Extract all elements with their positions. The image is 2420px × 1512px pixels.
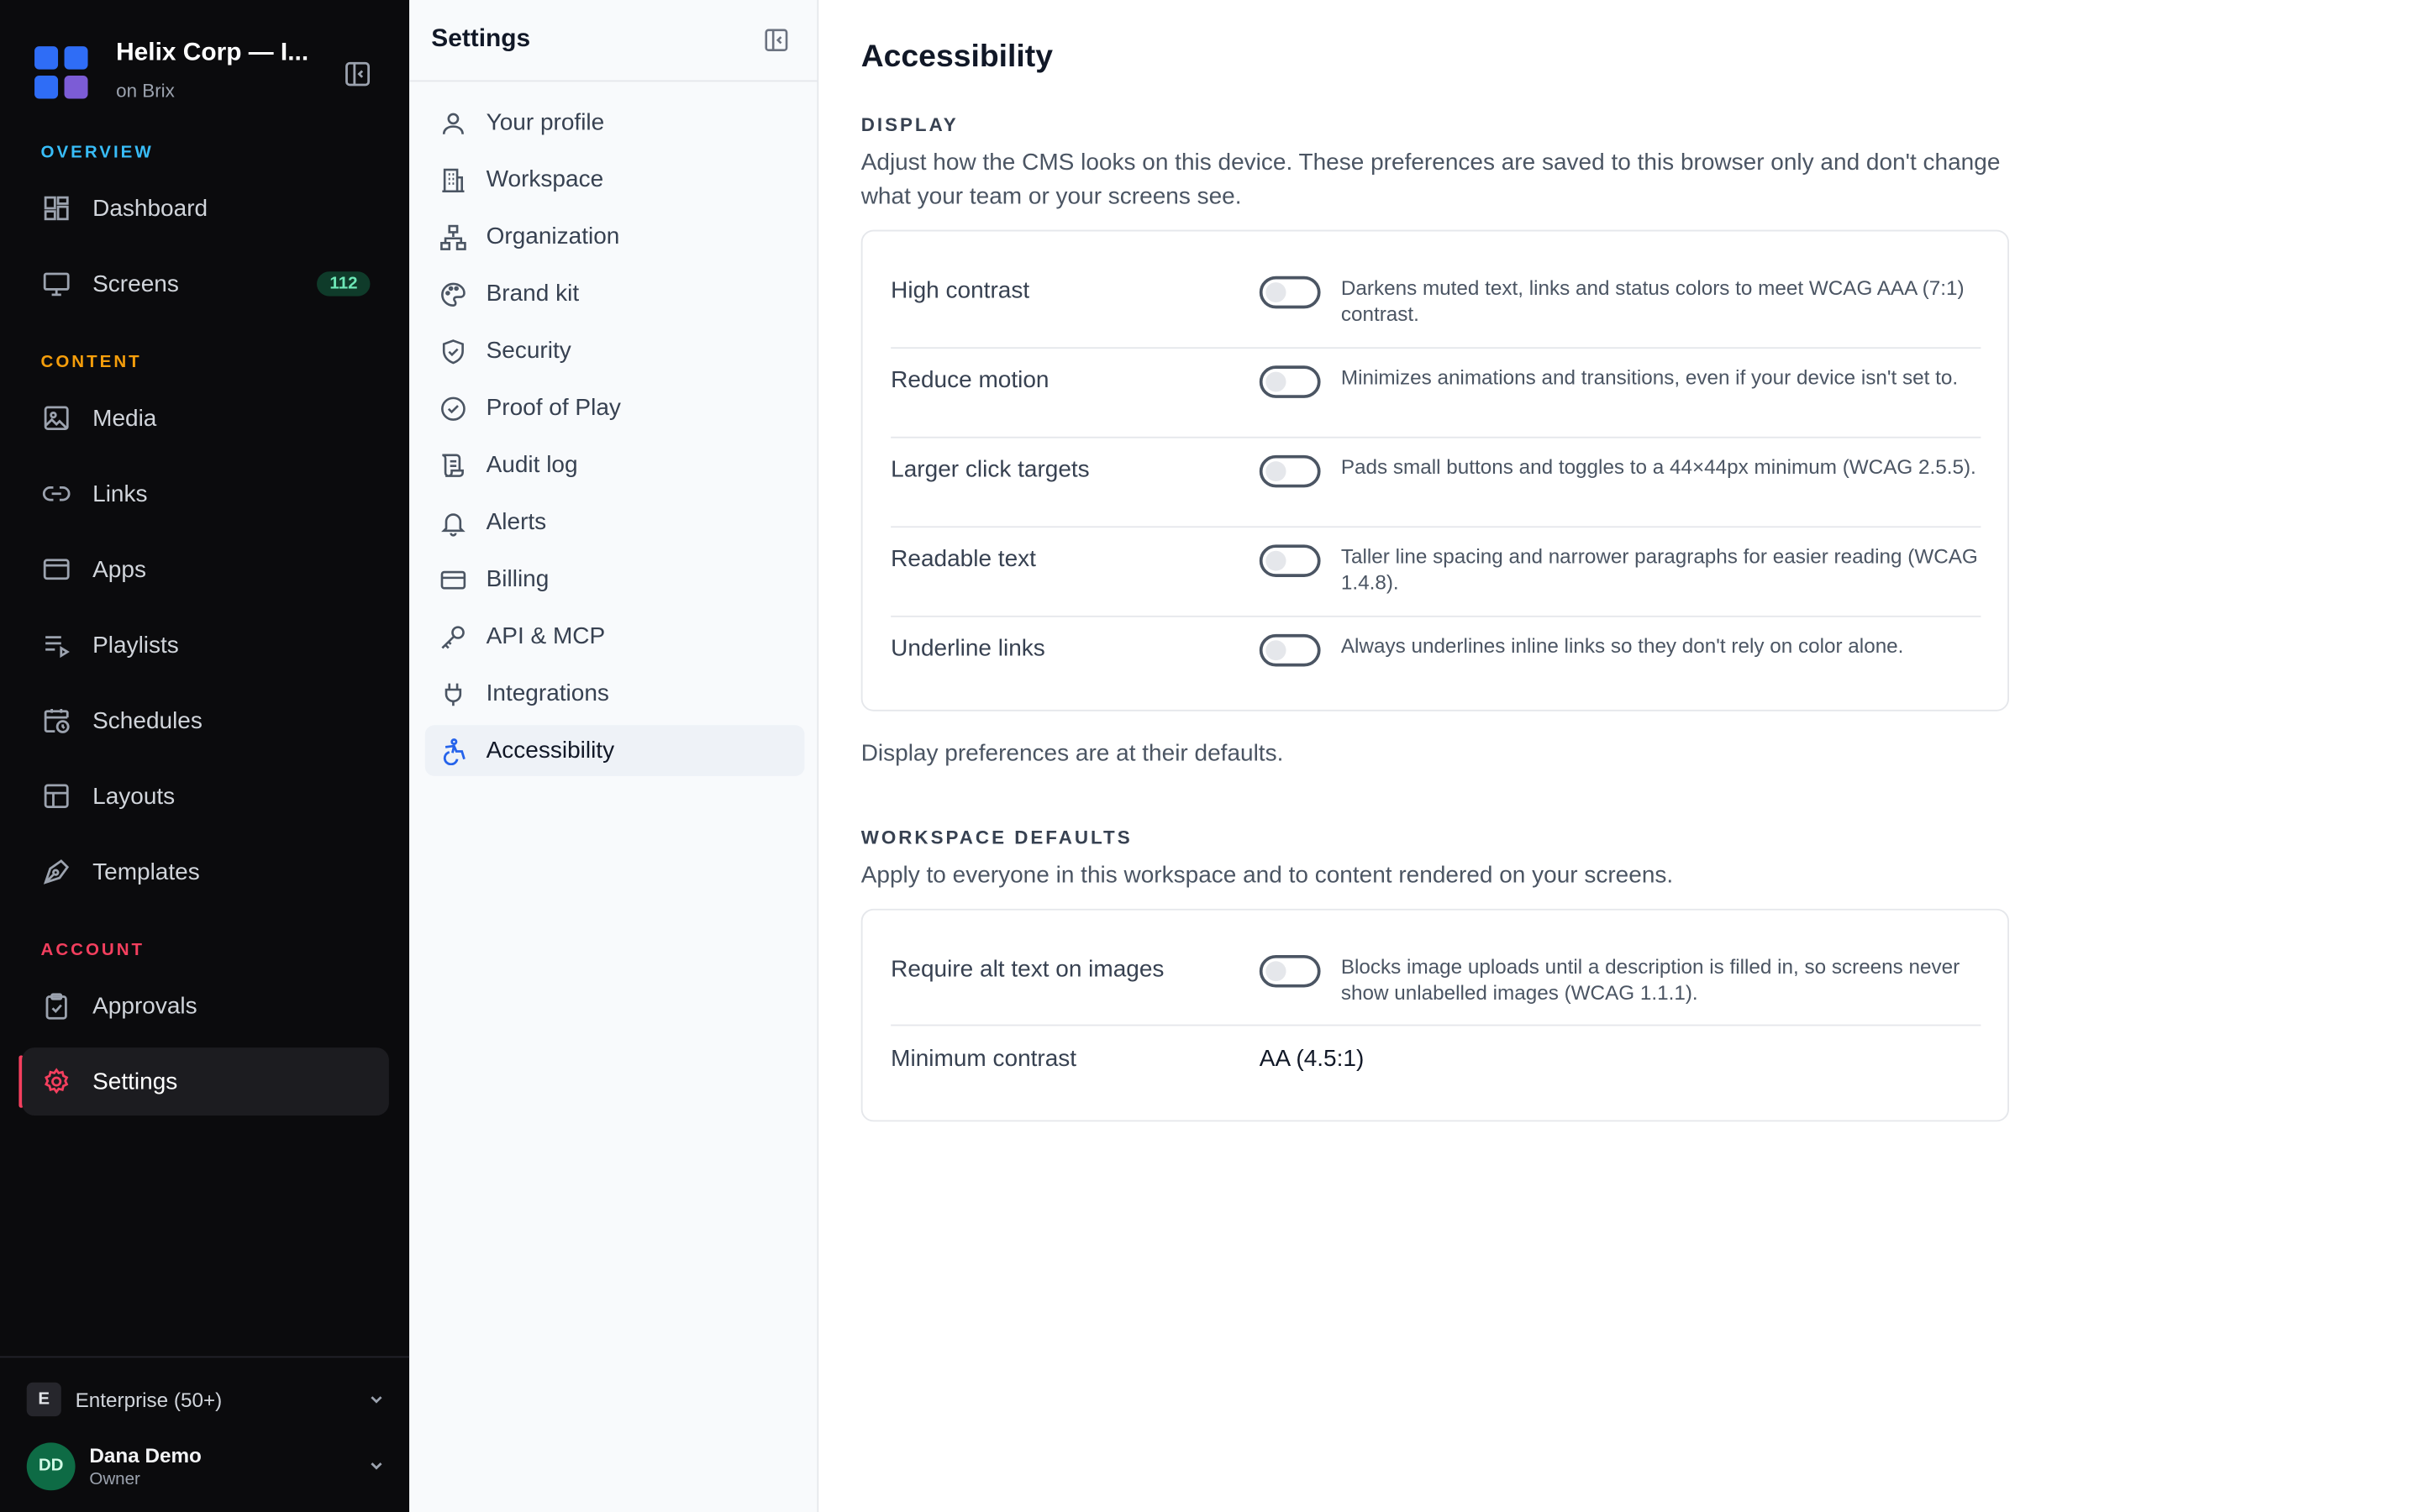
setting-row-readable-text — [891, 528, 1981, 617]
plan-label: Enterprise (50+) — [75, 1388, 223, 1411]
settings-item-alerts[interactable] — [425, 496, 805, 548]
settings-item-label: Accessibility — [486, 737, 615, 764]
display-heading: DISPLAY — [860, 113, 959, 136]
sidebar-item-label: Dashboard — [92, 195, 208, 222]
display-status-note: Display preferences are at their defaults. — [860, 740, 1284, 767]
settings-item-label: Your profile — [486, 109, 605, 136]
settings-header — [409, 0, 817, 81]
plug-icon — [439, 680, 468, 707]
settings-item-integrations[interactable] — [425, 668, 805, 719]
image-icon — [41, 402, 72, 433]
require-alt-text-toggle[interactable] — [1260, 955, 1321, 988]
settings-item-label: Audit log — [486, 452, 578, 479]
setting-description: Taller line spacing and narrower paragraphs for easier reading (WCAG 1.4.8). — [1340, 544, 1978, 595]
sidebar-item-settings[interactable] — [22, 1047, 389, 1116]
sidebar-collapse-icon[interactable] — [342, 59, 373, 90]
org-subtitle: on Brix — [116, 80, 175, 102]
settings-item-label: Brand kit — [486, 281, 580, 307]
settings-item-billing[interactable] — [425, 554, 805, 605]
sidebar-item-label: Layouts — [92, 783, 176, 810]
sidebar-item-label: Screens — [92, 270, 179, 297]
chevron-down-icon — [366, 1455, 387, 1477]
setting-row-require-alt-text — [891, 911, 1981, 1026]
setting-row-underline-links — [891, 617, 1981, 710]
dashboard-icon — [41, 193, 72, 224]
setting-label: Readable text — [891, 546, 1036, 573]
sidebar-item-label: Settings — [92, 1068, 178, 1095]
sidebar-item-templates[interactable] — [22, 837, 389, 906]
setting-label: Reduce motion — [891, 367, 1050, 394]
sidebar-item-label: Media — [92, 405, 157, 432]
section-label-content: CONTENT — [40, 353, 142, 372]
setting-label: Require alt text on images — [891, 956, 1165, 983]
larger-click-targets-toggle[interactable] — [1260, 455, 1321, 488]
setting-description: Blocks image uploads until a description is filled in, so screens never show unlabelled images (WCAG 1.1.1). — [1340, 954, 1960, 1005]
display-description: Adjust how the CMS looks on this device. These preferences are saved to this browser only and don't change what your team or your screens see. — [860, 150, 2001, 210]
setting-row-larger-click-targets — [891, 438, 1981, 528]
workspace-heading: WORKSPACE DEFAULTS — [860, 827, 1133, 849]
high-contrast-toggle[interactable] — [1260, 276, 1321, 309]
sidebar-footer — [0, 1356, 409, 1512]
link-icon — [41, 478, 72, 509]
settings-item-your-profile[interactable] — [425, 97, 805, 149]
sidebar-item-playlists[interactable] — [22, 611, 389, 679]
sidebar-item-approvals[interactable] — [22, 972, 389, 1040]
workspace-card — [861, 909, 2009, 1121]
underline-links-toggle[interactable] — [1260, 634, 1321, 667]
app-window-icon — [41, 554, 72, 585]
settings-nav — [409, 0, 818, 1512]
org-switcher[interactable] — [34, 37, 386, 108]
sidebar-item-schedules[interactable] — [22, 686, 389, 754]
setting-description: Always underlines inline links so they don't rely on color alone. — [1340, 633, 1904, 658]
settings-item-api-mcp[interactable] — [425, 611, 805, 662]
monitor-icon — [41, 269, 72, 300]
sidebar-item-apps[interactable] — [22, 535, 389, 603]
setting-label: Larger click targets — [891, 456, 1090, 483]
sidebar-item-links[interactable] — [22, 459, 389, 528]
user-name: Dana Demo — [89, 1443, 202, 1467]
settings-item-organization[interactable] — [425, 212, 805, 263]
sidebar-item-layouts[interactable] — [22, 762, 389, 830]
settings-item-label: Proof of Play — [486, 395, 621, 422]
user-icon — [439, 108, 468, 136]
setting-label: Underline links — [891, 635, 1045, 662]
setting-label: High contrast — [891, 277, 1030, 304]
accessibility-icon — [439, 737, 468, 764]
panel-collapse-icon[interactable] — [762, 26, 791, 54]
bell-icon — [439, 508, 468, 536]
reduce-motion-toggle[interactable] — [1260, 365, 1321, 398]
settings-item-label: Workspace — [486, 166, 604, 193]
sidebar-item-label: Playlists — [92, 632, 179, 659]
sidebar-item-label: Apps — [92, 556, 146, 583]
circle-check-icon — [439, 394, 468, 422]
settings-item-label: Organization — [486, 223, 620, 250]
settings-item-label: Security — [486, 338, 571, 365]
layout-icon — [41, 780, 72, 811]
page-title: Accessibility — [860, 39, 1053, 75]
scroll-icon — [439, 451, 468, 479]
minimum-contrast-value[interactable]: AA (4.5:1) — [1259, 1046, 1365, 1073]
chevron-down-icon — [366, 1389, 387, 1410]
settings-title: Settings — [431, 26, 531, 53]
settings-item-label: Alerts — [486, 509, 547, 536]
sidebar-item-label: Templates — [92, 858, 200, 885]
gear-icon — [41, 1066, 72, 1097]
setting-description: Darkens muted text, links and status colors to meet WCAG AAA (7:1) contrast. — [1340, 276, 1965, 326]
user-role: Owner — [89, 1469, 140, 1488]
settings-item-label: API & MCP — [486, 623, 606, 650]
main-sidebar — [0, 0, 409, 1512]
settings-item-audit-log[interactable] — [425, 439, 805, 491]
clipboard-check-icon — [41, 990, 72, 1021]
key-icon — [439, 622, 468, 650]
user-info — [89, 1443, 202, 1488]
sidebar-item-label: Links — [92, 480, 148, 507]
sidebar-item-label: Schedules — [92, 707, 203, 734]
credit-card-icon — [439, 565, 468, 593]
sidebar-item-media[interactable] — [22, 384, 389, 452]
plan-selector[interactable] — [27, 1383, 387, 1416]
workspace-description: Apply to everyone in this workspace and to content rendered on your screens. — [860, 862, 1674, 889]
calendar-clock-icon — [41, 705, 72, 736]
settings-item-label: Integrations — [486, 680, 609, 707]
plan-initial: E — [27, 1383, 61, 1416]
setting-row-minimum-contrast — [891, 1026, 1981, 1120]
settings-item-brand-kit[interactable] — [425, 269, 805, 320]
setting-row-reduce-motion — [891, 349, 1981, 438]
settings-item-workspace[interactable] — [425, 155, 805, 206]
building-icon — [439, 165, 468, 193]
settings-item-proof-of-play[interactable] — [425, 383, 805, 434]
playlist-icon — [41, 629, 72, 660]
readable-text-toggle[interactable] — [1260, 544, 1321, 577]
section-label-overview: OVERVIEW — [40, 143, 154, 162]
org-name: Helix Corp — I... — [116, 39, 309, 66]
settings-item-security[interactable] — [425, 326, 805, 377]
pen-tool-icon — [41, 856, 72, 887]
section-label-account: ACCOUNT — [40, 941, 145, 960]
main-content — [818, 0, 2420, 1512]
screens-count-badge: 112 — [317, 271, 370, 296]
setting-description: Pads small buttons and toggles to a 44×44px minimum (WCAG 2.5.5). — [1340, 454, 1976, 479]
settings-item-label: Billing — [486, 566, 550, 593]
palette-icon — [439, 280, 468, 307]
sidebar-item-screens[interactable] — [22, 250, 389, 318]
shield-check-icon — [439, 337, 468, 365]
setting-label: Minimum contrast — [891, 1046, 1077, 1073]
setting-description: Minimizes animations and transitions, even if your device isn't set to. — [1340, 365, 1959, 389]
setting-row-high-contrast — [891, 232, 1981, 349]
display-card — [861, 230, 2009, 711]
avatar: DD — [27, 1441, 76, 1489]
sidebar-item-label: Approvals — [92, 992, 197, 1020]
user-menu[interactable] — [27, 1441, 387, 1491]
org-chart-icon — [439, 223, 468, 250]
org-logo — [34, 46, 91, 102]
sidebar-item-dashboard[interactable] — [22, 175, 389, 243]
settings-item-accessibility[interactable] — [425, 725, 805, 776]
